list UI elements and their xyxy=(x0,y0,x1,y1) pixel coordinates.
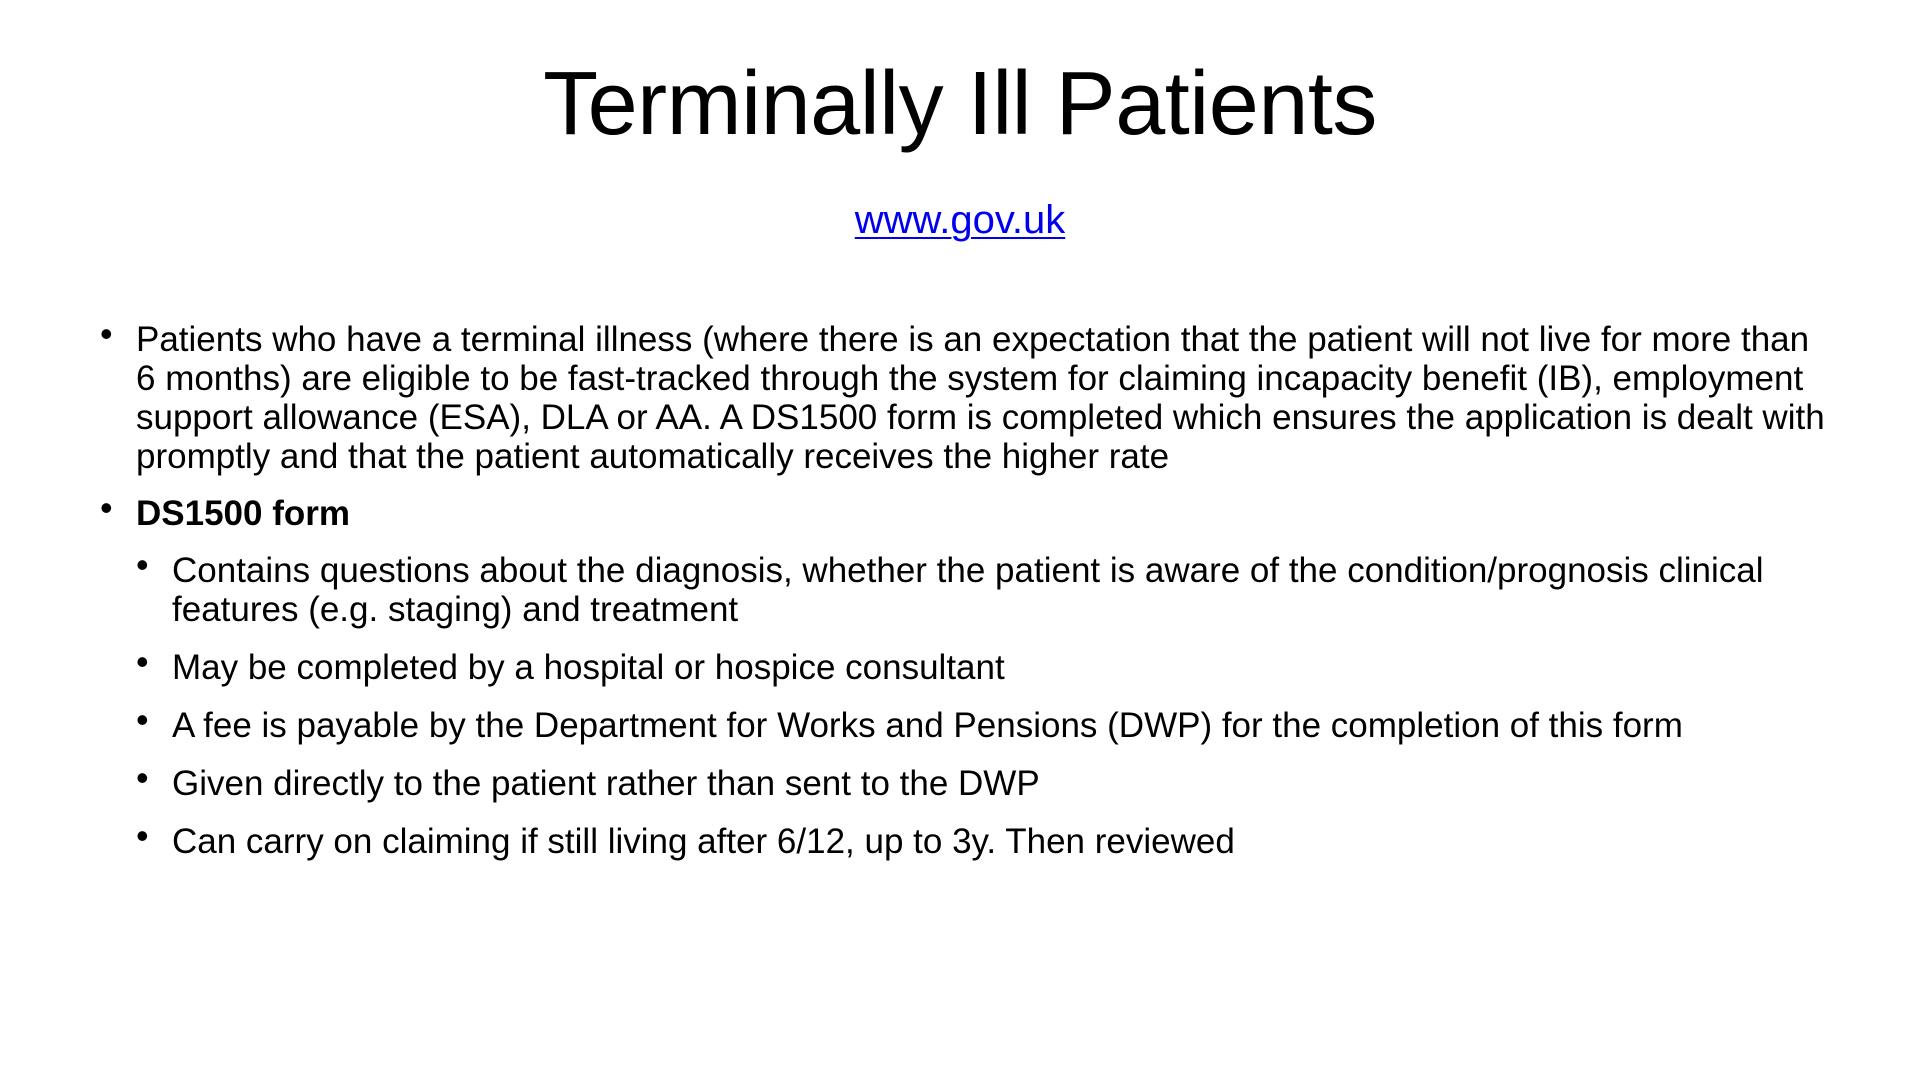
slide-title: Terminally Ill Patients xyxy=(543,54,1377,154)
bullet-list xyxy=(0,320,1920,880)
bullet-ds1500-form xyxy=(136,494,1836,861)
sub-bullet-completed-by: • May be completed by a hospital or hospice consultant xyxy=(172,648,1862,687)
bullet-terminal-illness xyxy=(136,320,1836,476)
sub-bullet-list xyxy=(136,551,1836,861)
sub-bullet-fee: • A fee is payable by the Department for Works and Pensions (DWP) for the completion of this form xyxy=(172,706,1862,745)
sub-bullet-carry-on: • Can carry on claiming if still living after 6/12, up to 3y. Then reviewed xyxy=(172,822,1862,861)
bullet-heading: DS1500 form xyxy=(136,494,350,533)
bullet-text: Patients who have a terminal illness (where there is an expectation that the patient will not live for more than 6 months) are eligible to be fast-tracked through the system for claiming incapacity benefit (IB), employment support allowance (ESA), DLA or AA. A DS1500 form is completed which ensures the application is dealt with promptly and that the patient automatically receives the higher rate xyxy=(136,320,1825,476)
sub-bullet-questions: • Contains questions about the diagnosis, whether the patient is aware of the condition/prognosis clinical features (e.g. staging) and treatment xyxy=(172,551,1862,629)
sub-bullet-given-directly: • Given directly to the patient rather than sent to the DWP xyxy=(172,764,1862,803)
link-container xyxy=(0,196,1920,244)
gov-uk-link[interactable]: www.gov.uk xyxy=(854,198,1066,242)
